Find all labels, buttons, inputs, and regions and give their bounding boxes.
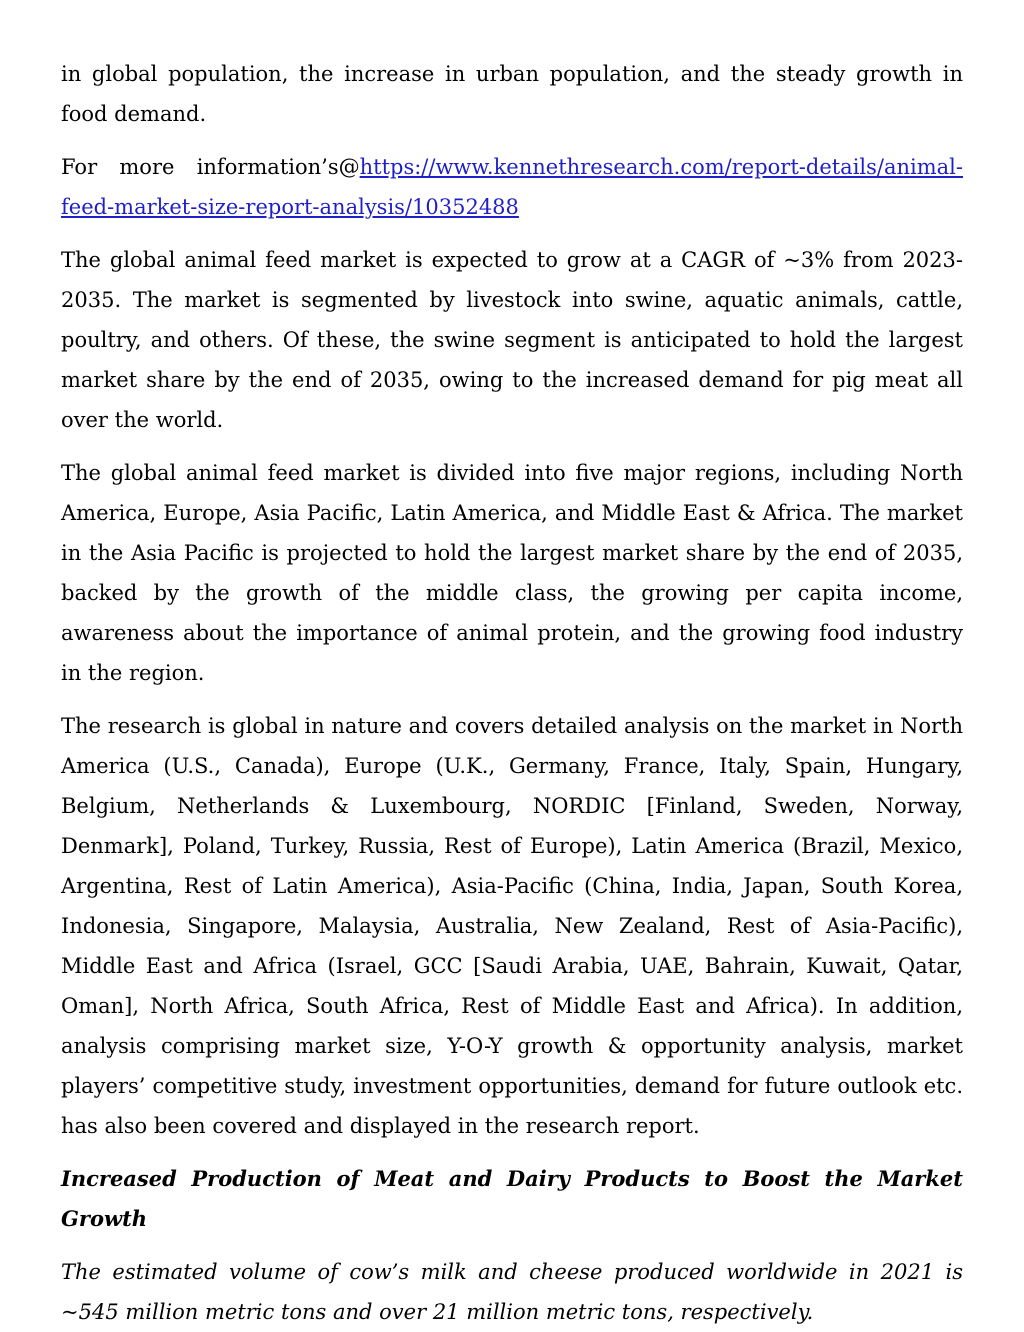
paragraph-dairy-production: The estimated volume of cow’s milk and cheese produced worldwide in 2021 is ~545 million metric tons and over 21 million metric tons, respectively.	[61, 1260, 963, 1324]
report-link[interactable]: https://www.kennethresearch.com/report-details/animal-feed-market-size-report-analysis/10352488	[61, 155, 963, 219]
paragraph-intro-end: in global population, the increase in urban population, and the steady growth in food demand.	[61, 62, 963, 126]
section-heading: Increased Production of Meat and Dairy Products to Boost the Market Growth	[61, 1166, 963, 1231]
paragraph-market-growth: The global animal feed market is expected to grow at a CAGR of ~3% from 2023-2035. The market is segmented by livestock into swine, aquatic animals, cattle, poultry, and others. Of these, the swine segment is anticipated to hold the largest market share by the end of 2035, owing to the increased demand for pig meat all over the world.	[61, 248, 963, 432]
paragraph-regions: The global animal feed market is divided into five major regions, including North America, Europe, Asia Pacific, Latin America, and Middle East & Africa. The market in the Asia Pacific is projected to hold the largest market share by the end of 2035, backed by the growth of the middle class, the growing per capita income, awareness about the importance of animal protein, and the growing food industry in the region.	[61, 461, 963, 685]
document-page	[61, 54, 963, 1332]
paragraph-more-info	[61, 147, 963, 227]
more-info-prefix: For more information’s@	[61, 155, 360, 179]
paragraph-research-scope: The research is global in nature and covers detailed analysis on the market in North America (U.S., Canada), Europe (U.K., Germany, France, Italy, Spain, Hungary, Belgium, Netherlands & Luxembourg, NORDIC [Finland, Sweden, Norway, Denmark], Poland, Turkey, Russia, Rest of Europe), Latin America (Brazil, Mexico, Argentina, Rest of Latin America), Asia-Pacific (China, India, Japan, South Korea, Indonesia, Singapore, Malaysia, Australia, New Zealand, Rest of Asia-Pacific), Middle East and Africa (Israel, GCC [Saudi Arabia, UAE, Bahrain, Kuwait, Qatar, Oman], North Africa, South Africa, Rest of Middle East and Africa). In addition, analysis comprising market size, Y-O-Y growth & opportunity analysis, market players’ competitive study, investment opportunities, demand for future outlook etc. has also been covered and displayed in the research report.	[61, 714, 963, 1138]
